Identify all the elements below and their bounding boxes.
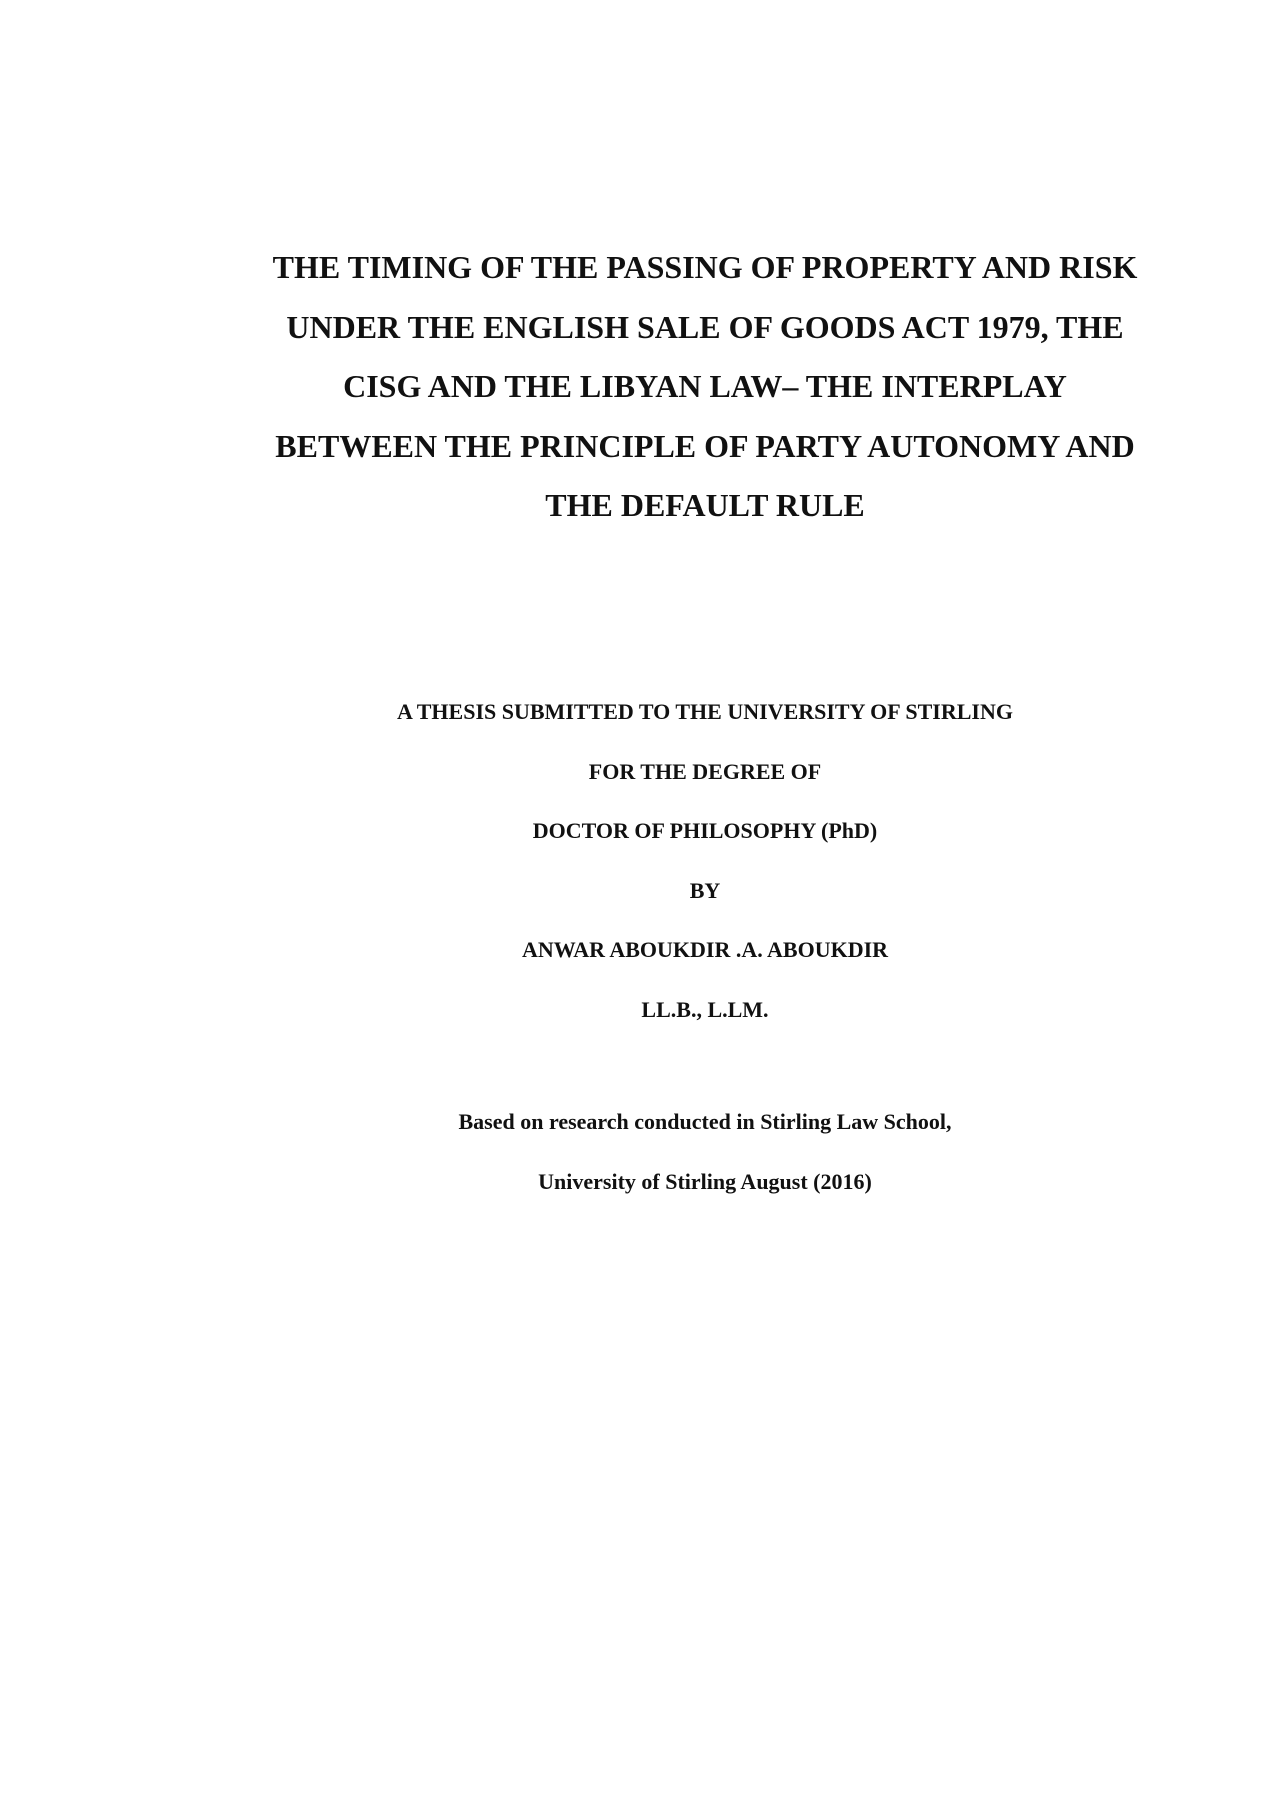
- author-credentials: LL.B., L.LM.: [641, 996, 769, 1022]
- title-line-5: THE DEFAULT RULE: [545, 487, 865, 523]
- thesis-title: [210, 238, 1200, 536]
- author-name: ANWAR ABOUKDIR .A. ABOUKDIR: [521, 937, 889, 962]
- research-line-1: Based on research conducted in Stirling Law School,: [458, 1109, 952, 1134]
- submission-statement: A THESIS SUBMITTED TO THE UNIVERSITY OF STIRLING: [396, 699, 1013, 724]
- title-line-1: THE TIMING OF THE PASSING OF PROPERTY AND RISK: [272, 249, 1138, 285]
- title-line-3: CISG AND THE LIBYAN LAW– THE INTERPLAY: [343, 368, 1067, 404]
- research-note: [210, 1092, 1200, 1211]
- research-line-2: University of Stirling August (2016): [538, 1168, 872, 1194]
- degree-intro: FOR THE DEGREE OF: [588, 758, 822, 784]
- by-label: BY: [689, 877, 721, 903]
- title-line-4: BETWEEN THE PRINCIPLE OF PARTY AUTONOMY AND: [275, 427, 1135, 464]
- title-line-2: UNDER THE ENGLISH SALE OF GOODS ACT 1979, THE: [286, 308, 1124, 345]
- degree-name: DOCTOR OF PHILOSOPHY (PhD): [532, 818, 878, 843]
- submission-block: [210, 682, 1200, 1039]
